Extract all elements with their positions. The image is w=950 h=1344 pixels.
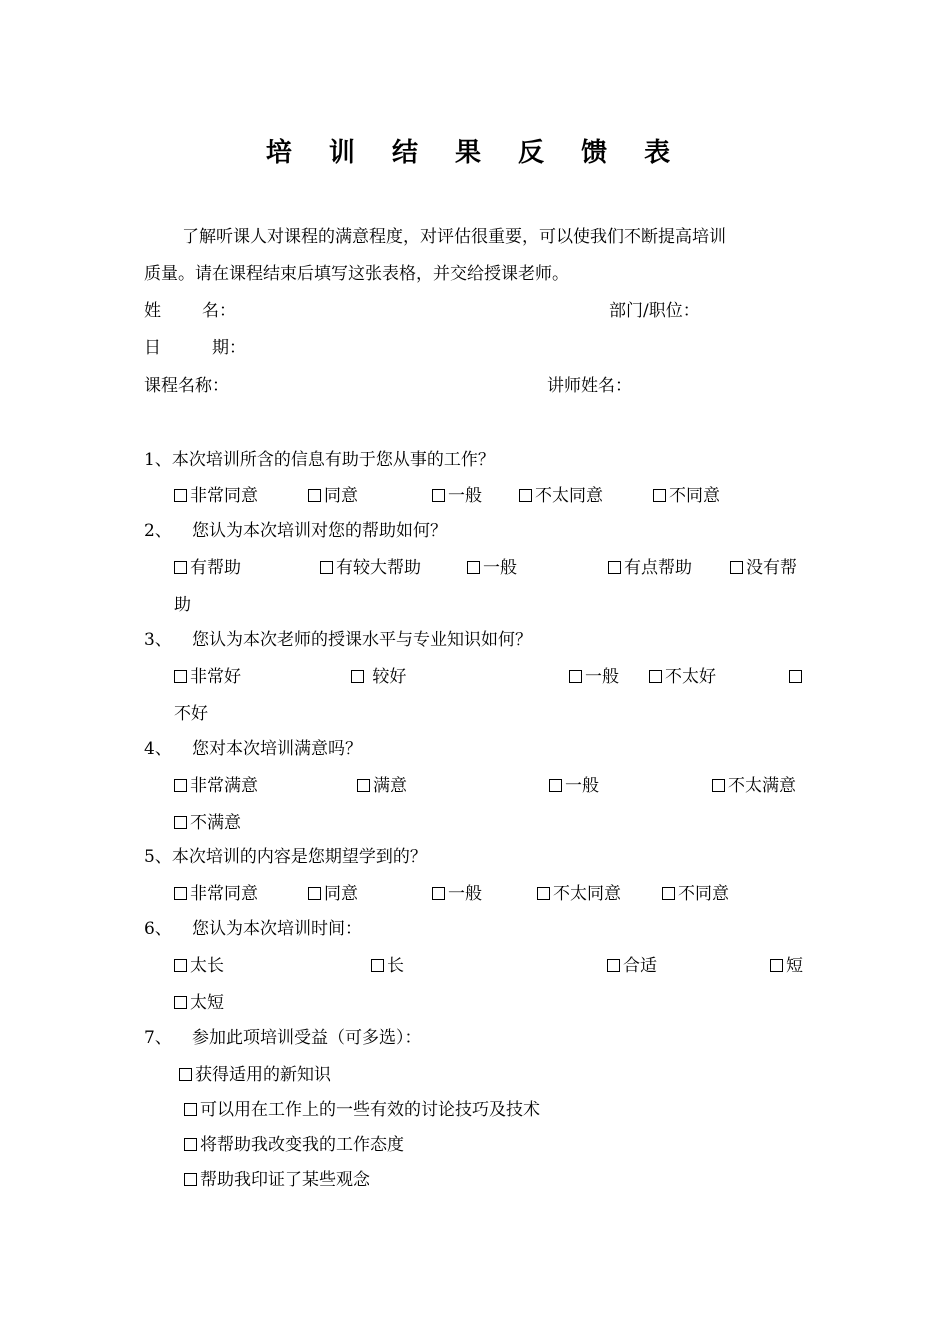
option-label: 较好 <box>367 667 407 687</box>
option-label: 一般 <box>448 486 482 506</box>
q4-option-2[interactable] <box>357 775 407 797</box>
q3-option-2[interactable] <box>351 666 406 688</box>
option-label: 不太同意 <box>553 884 621 904</box>
question-3: 您认为本次老师的授课水平与专业知识如何？ <box>192 630 532 650</box>
checkbox-icon[interactable] <box>730 561 743 574</box>
q5-option-3[interactable] <box>432 883 482 905</box>
q2-option-3[interactable] <box>467 557 517 579</box>
q6-option-2[interactable] <box>371 955 404 977</box>
checkbox-icon[interactable] <box>184 1138 197 1151</box>
q1-option-3[interactable] <box>432 485 482 507</box>
question-4: 您对本次培训满意吗？ <box>192 739 362 759</box>
checkbox-icon[interactable] <box>320 561 333 574</box>
q5-option-1[interactable] <box>174 883 258 905</box>
option-label: 一般 <box>483 558 517 578</box>
q6-option-5[interactable] <box>174 992 224 1014</box>
q6-option-1[interactable] <box>174 955 224 977</box>
option-label: 非常好 <box>190 667 241 687</box>
checkbox-icon[interactable] <box>174 816 187 829</box>
q1-option-2[interactable] <box>308 485 358 507</box>
q1-option-1[interactable] <box>174 485 258 507</box>
option-label: 有帮助 <box>190 558 241 578</box>
option-label: 不太好 <box>665 667 716 687</box>
checkbox-icon[interactable] <box>467 561 480 574</box>
question-2: 您认为本次培训对您的帮助如何？ <box>192 521 447 541</box>
checkbox-icon[interactable] <box>607 959 620 972</box>
question-2-number: 2、 <box>144 521 172 541</box>
option-label: 获得适用的新知识 <box>195 1065 331 1085</box>
checkbox-icon[interactable] <box>662 887 675 900</box>
q1-option-5[interactable] <box>653 485 720 507</box>
checkbox-icon[interactable] <box>174 779 187 792</box>
question-6: 您认为本次培训时间： <box>192 919 362 939</box>
option-label: 不满意 <box>190 813 241 833</box>
checkbox-icon[interactable] <box>608 561 621 574</box>
checkbox-icon[interactable] <box>789 670 802 683</box>
checkbox-icon[interactable] <box>174 996 187 1009</box>
field-name-label-a: 姓 <box>144 301 161 321</box>
q2-option-5[interactable] <box>730 557 797 579</box>
checkbox-icon[interactable] <box>184 1173 197 1186</box>
checkbox-icon[interactable] <box>357 779 370 792</box>
checkbox-icon[interactable] <box>649 670 662 683</box>
page-title: 培 训 结 果 反 馈 表 <box>265 138 685 168</box>
q2-option-1[interactable] <box>174 557 241 579</box>
checkbox-icon[interactable] <box>179 1068 192 1081</box>
option-label: 有较大帮助 <box>336 558 421 578</box>
option-label: 非常同意 <box>190 486 258 506</box>
q4-option-1[interactable] <box>174 775 258 797</box>
option-label: 满意 <box>373 776 407 796</box>
checkbox-icon[interactable] <box>371 959 384 972</box>
q6-option-3[interactable] <box>607 955 657 977</box>
intro-line-2: 质量。请在课程结束后填写这张表格，并交给授课老师。 <box>144 264 569 284</box>
q1-option-4[interactable] <box>519 485 603 507</box>
checkbox-icon[interactable] <box>184 1103 197 1116</box>
checkbox-icon[interactable] <box>308 887 321 900</box>
question-7: 参加此项培训受益（可多选）： <box>192 1028 422 1048</box>
option-label: 一般 <box>565 776 599 796</box>
option-label: 非常满意 <box>190 776 258 796</box>
checkbox-icon[interactable] <box>712 779 725 792</box>
field-lecturer-label: 讲师姓名： <box>547 376 632 396</box>
checkbox-icon[interactable] <box>770 959 783 972</box>
question-6-number: 6、 <box>144 919 172 939</box>
option-label: 帮助我印证了某些观念 <box>200 1170 370 1190</box>
q2-option-2[interactable] <box>320 557 421 579</box>
q5-option-2[interactable] <box>308 883 358 905</box>
q3-option-1[interactable] <box>174 666 241 688</box>
checkbox-icon[interactable] <box>174 561 187 574</box>
q3-option-4[interactable] <box>649 666 716 688</box>
q3-option-5-wrap: 不好 <box>174 704 208 724</box>
question-3-number: 3、 <box>144 630 172 650</box>
q5-option-5[interactable] <box>662 883 729 905</box>
q4-option-3[interactable] <box>549 775 599 797</box>
field-course-label: 课程名称： <box>144 376 229 396</box>
question-4-number: 4、 <box>144 739 172 759</box>
checkbox-icon[interactable] <box>653 489 666 502</box>
option-label: 一般 <box>585 667 619 687</box>
checkbox-icon[interactable] <box>174 489 187 502</box>
option-label: 太短 <box>190 993 224 1013</box>
q3-option-5[interactable] <box>789 666 805 688</box>
checkbox-icon[interactable] <box>174 670 187 683</box>
option-label: 不太同意 <box>535 486 603 506</box>
q5-option-4[interactable] <box>537 883 621 905</box>
q2-option-4[interactable] <box>608 557 692 579</box>
q3-option-3[interactable] <box>569 666 619 688</box>
option-label: 一般 <box>448 884 482 904</box>
field-name-label-b: 名： <box>202 301 236 321</box>
q7-option-3[interactable] <box>184 1134 404 1156</box>
checkbox-icon[interactable] <box>308 489 321 502</box>
option-label: 将帮助我改变我的工作态度 <box>200 1135 404 1155</box>
option-label: 长 <box>387 956 404 976</box>
question-7-number: 7、 <box>144 1028 172 1048</box>
field-date-label-a: 日 <box>144 338 161 358</box>
field-date-label-b: 期： <box>212 338 246 358</box>
q7-option-1[interactable] <box>179 1064 331 1086</box>
option-label: 太长 <box>190 956 224 976</box>
q2-option-5-wrap: 助 <box>174 595 191 615</box>
option-label: 非常同意 <box>190 884 258 904</box>
option-label: 不同意 <box>678 884 729 904</box>
q4-option-4[interactable] <box>712 775 796 797</box>
option-label: 短 <box>786 956 803 976</box>
field-dept-label: 部门/职位： <box>609 301 700 321</box>
q7-option-4[interactable] <box>184 1169 370 1191</box>
checkbox-icon[interactable] <box>569 670 582 683</box>
option-label: 合适 <box>623 956 657 976</box>
option-label: 不太满意 <box>728 776 796 796</box>
option-label: 没有帮 <box>746 558 797 578</box>
question-5: 5、本次培训的内容是您期望学到的？ <box>144 847 427 867</box>
checkbox-icon[interactable] <box>519 489 532 502</box>
option-label: 同意 <box>324 486 358 506</box>
question-1: 1、本次培训所含的信息有助于您从事的工作？ <box>144 450 495 470</box>
checkbox-icon[interactable] <box>549 779 562 792</box>
option-label: 有点帮助 <box>624 558 692 578</box>
checkbox-icon[interactable] <box>351 670 364 683</box>
q6-option-4[interactable] <box>770 955 803 977</box>
checkbox-icon[interactable] <box>537 887 550 900</box>
checkbox-icon[interactable] <box>174 959 187 972</box>
checkbox-icon[interactable] <box>432 489 445 502</box>
intro-line-1: 了解听课人对课程的满意程度，对评估很重要，可以使我们不断提高培训 <box>182 227 726 247</box>
option-label: 不同意 <box>669 486 720 506</box>
checkbox-icon[interactable] <box>174 887 187 900</box>
q4-option-5[interactable] <box>174 812 241 834</box>
q7-option-2[interactable] <box>184 1099 540 1121</box>
checkbox-icon[interactable] <box>432 887 445 900</box>
option-label: 可以用在工作上的一些有效的讨论技巧及技术 <box>200 1100 540 1120</box>
option-label: 同意 <box>324 884 358 904</box>
